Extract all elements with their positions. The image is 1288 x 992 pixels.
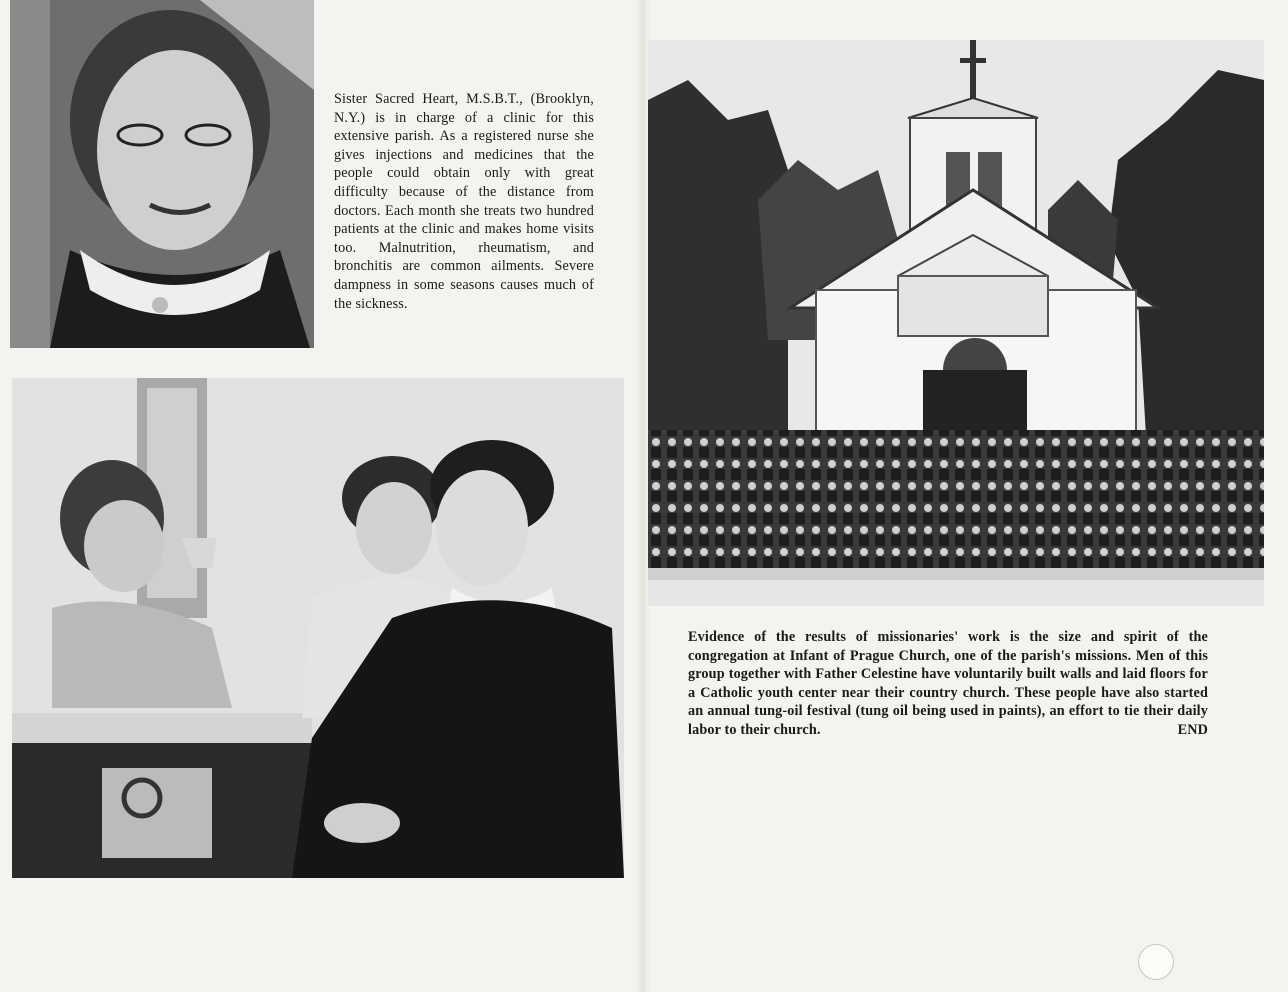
- nurse-caption-text: Sister Sacred Heart, M.S.B.T., (Brooklyn, N.Y.) is in charge of a clinic for this extensive parish. As a registered nurse she gives injections and medicines that the people could obtain only with great difficulty because of the distance from doctors. Each month she treats two hundred patients at the clinic and makes home visits too. Malnutrition, rheumatism, and bronchitis are common ailments. Severe dampness in some seasons causes much of the sickness.: [334, 91, 594, 312]
- end-mark: END: [1177, 721, 1208, 738]
- church-congregation-photo: [648, 40, 1264, 606]
- binder-hole: [1138, 944, 1174, 980]
- church-caption-text: Evidence of the results of missionaries' work is the size and spirit of the congregation at Infant of Prague Church, one of the parish's missions. Men of this group together with Father Celestine have voluntarily built walls and laid floors for a Catholic youth center near their country church. These people have also started an annual tung-oil festival (tung oil being used in paints), an effort to tie their daily labor to their church.: [688, 629, 1208, 738]
- nurse-portrait-photo: [10, 0, 314, 348]
- church-caption: [688, 628, 1208, 740]
- clinic-photo: [12, 378, 624, 878]
- nurse-caption: [334, 90, 594, 313]
